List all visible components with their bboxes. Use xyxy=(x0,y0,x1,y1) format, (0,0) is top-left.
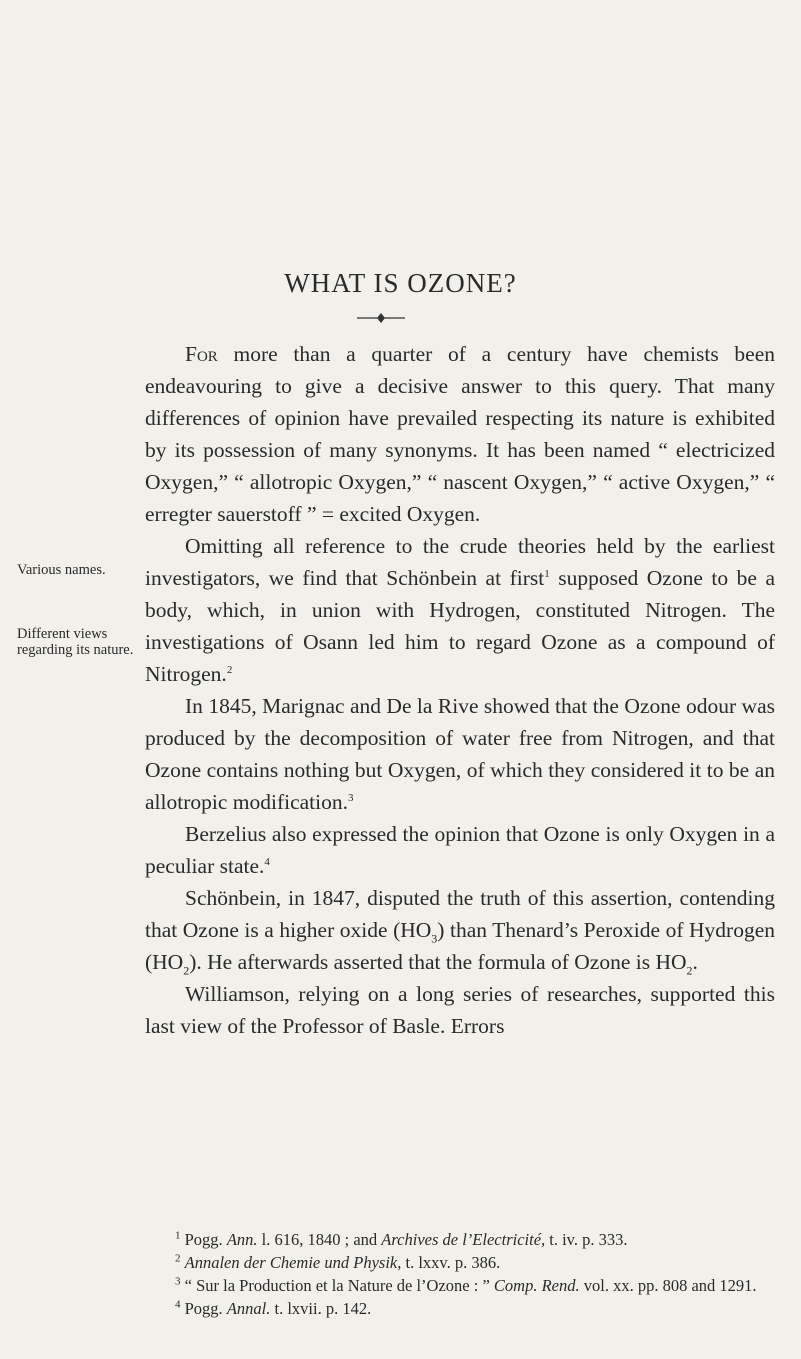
paragraph: Williamson, relying on a long series of researches, supported this last view of the Professor of Basle. Errors xyxy=(145,982,775,1038)
main-text xyxy=(145,338,775,1042)
paragraph: Schönbein, in 1847, disputed the truth of this assertion, contending that Ozone is a higher oxide $(HO_3)$ than Thenard’s Peroxide of Hydrogen $(HO_2)$. He afterwards asserted that the formula of Ozone is $HO_2$. xyxy=(145,886,775,978)
ornament-divider xyxy=(355,312,407,324)
paragraph: Omitting all reference to the crude theories held by the earliest investigators, we find that Schönbein at first$^1$ supposed Ozone to be a body, which, in union with Hydrogen, constituted Nitrogen. The investigations of Osann led him to regard Ozone as a compound of Nitrogen.$^2$ xyxy=(145,534,776,686)
footnote-ref: 3 xyxy=(348,791,354,804)
footnote: $^2$ Annalen der Chemie und Physik, t. lxxv. p. 386. xyxy=(175,1252,501,1272)
footnote-ref: 4 xyxy=(264,855,270,868)
paragraph: For more than a quarter of a century have chemists been endeavouring to give a decisive answer to this query. That many differences of opinion have prevailed respecting its nature is exhibited by its possession of many synonyms. It has been named “ electricized Oxygen,” “ allotropic Oxygen,” “ nascent Oxygen,” “ active Oxygen,” “ erregter sauerstoff ” = excited Oxygen. xyxy=(145,342,775,526)
footnote: $^3$ “ Sur la Production et la Nature de l’Ozone : ” Comp. Rend. vol. xx. pp. 808 and 1291. xyxy=(175,1275,757,1295)
footnotes xyxy=(145,1228,775,1320)
footnote-ref: 1 xyxy=(544,567,550,580)
lead-word: For xyxy=(185,342,218,366)
margin-note-various-names: Various names. xyxy=(17,562,106,578)
page-title: WHAT IS OZONE? xyxy=(284,268,517,298)
margin-note-different-views: Different views regarding its nature. xyxy=(17,626,134,658)
footnote: $^1$ Pogg. Ann. l. 616, 1840 ; and Archives de l’Electricité, t. iv. p. 333. xyxy=(175,1229,628,1249)
footnote-ref: 2 xyxy=(226,663,233,676)
paragraph: Berzelius also expressed the opinion that Ozone is only Oxygen in a peculiar state.$^4$ xyxy=(145,822,775,878)
paragraph: In 1845, Marignac and De la Rive showed that the Ozone odour was produced by the decomposition of water free from Nitrogen, and that Ozone contains nothing but Oxygen, of which they considered it to be an allotropic modification.$^3$ xyxy=(145,694,775,814)
footnote: $^4$ Pogg. Annal. t. lxvii. p. 142. xyxy=(175,1298,372,1318)
